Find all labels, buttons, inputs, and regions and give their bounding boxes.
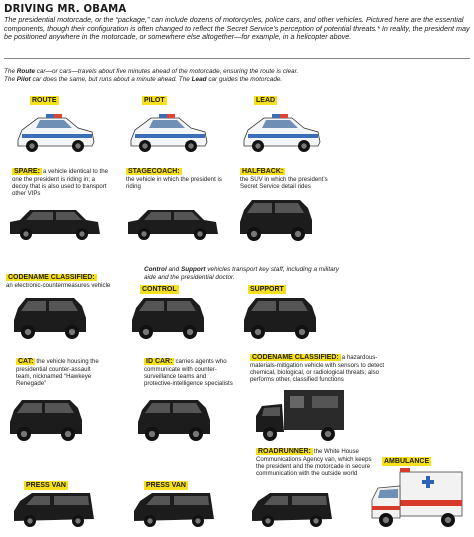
halfback-label: HALFBACK: — [242, 168, 284, 175]
cat-label: CAT: — [18, 358, 34, 365]
idcar-label: ID CAR: — [146, 358, 173, 365]
classified-hazmat-label: CODENAME CLASSIFIED: — [252, 354, 339, 361]
stagecoach-label: STAGECOACH: — [128, 168, 180, 175]
classified-hazmat-desc: CODENAME CLASSIFIED: a hazardous-materials-mitigation vehicle with sensors to detect chemical, biological, or radiological threats; also performs other, classified functions — [250, 354, 385, 384]
cat-suv-illustration — [6, 396, 86, 446]
classified-hazmat-truck-illustration — [254, 386, 346, 448]
roadrunner-van-illustration — [248, 489, 334, 533]
control-support-note: Control and Support vehicles transport key staff, including a military aide and the presidential doctor. — [144, 266, 340, 281]
pilot-label: PILOT — [144, 97, 165, 104]
idcar-suv-illustration — [134, 396, 214, 446]
pressvan2-label: PRESS VAN — [146, 482, 186, 489]
spare-label: SPARE: — [14, 168, 40, 175]
stagecoach-desc: STAGECOACH: the vehicle in which the president is riding — [126, 168, 222, 191]
spare-desc: SPARE: a vehicle identical to the one the president is riding in; a decoy that is also used to transport other VIPs — [12, 168, 108, 198]
stagecoach-limo-illustration — [124, 200, 220, 246]
roadrunner-desc: ROADRUNNER: the White House Communications Agency van, which keeps the president and the motorcade in secure communication with the outside world — [256, 448, 372, 478]
classified-ecm-label: CODENAME CLASSIFIED: — [8, 274, 95, 281]
halfback-desc: HALFBACK: the SUV in which the president’s Secret Service detail rides — [240, 168, 328, 191]
lead-label: LEAD — [256, 97, 276, 104]
ambulance-illustration — [370, 466, 464, 534]
idcar-desc: ID CAR: carries agents who communicate with counter-surveillance teams and protective-intelligence specialists — [144, 358, 233, 388]
support-label: SUPPORT — [250, 286, 284, 293]
control-suv-illustration — [128, 294, 208, 344]
support-suv-illustration — [240, 294, 320, 344]
pilot-car-illustration — [125, 110, 211, 156]
lead-car-illustration — [238, 110, 324, 156]
cat-desc: CAT: the vehicle housing the presidential counter-assault team, nicknamed “Hawkeye Renegade” — [16, 358, 99, 388]
classified-ecm-suv-illustration — [10, 294, 90, 344]
classified-ecm-desc: CODENAME CLASSIFIED: an electronic-countermeasures vehicle — [6, 274, 111, 289]
pressvan2-illustration — [130, 489, 216, 533]
pressvan1-label: PRESS VAN — [26, 482, 66, 489]
spare-limo-illustration — [6, 200, 102, 246]
halfback-suv-illustration — [236, 196, 316, 246]
roadrunner-label: ROADRUNNER: — [258, 448, 311, 455]
route-car-illustration — [12, 110, 98, 156]
divider — [4, 58, 470, 59]
ambulance-label: AMBULANCE — [384, 458, 430, 465]
intro-text: The presidential motorcade, or the “package,” can include dozens of motorcycles, police cars, and other vehicles. Pictured here are the essential components, though their configuration is often changed to reflect the Secret Service’s perception of potential threats.* In reality, the president may be positioned anywhere in the motorcade, or somewhere else altogether—for example, in a helicopter above. — [4, 15, 470, 42]
route-label: ROUTE — [32, 97, 57, 104]
page-title: DRIVING MR. OBAMA — [4, 2, 127, 15]
pressvan1-illustration — [10, 489, 96, 533]
control-label: CONTROL — [142, 286, 177, 293]
route-note: The Route car—or cars—travels about five minutes ahead of the motorcade, ensuring the route is clear. The Pilot car does the same, but runs about a minute ahead. The Lead car guides the motorcade. — [4, 68, 299, 83]
